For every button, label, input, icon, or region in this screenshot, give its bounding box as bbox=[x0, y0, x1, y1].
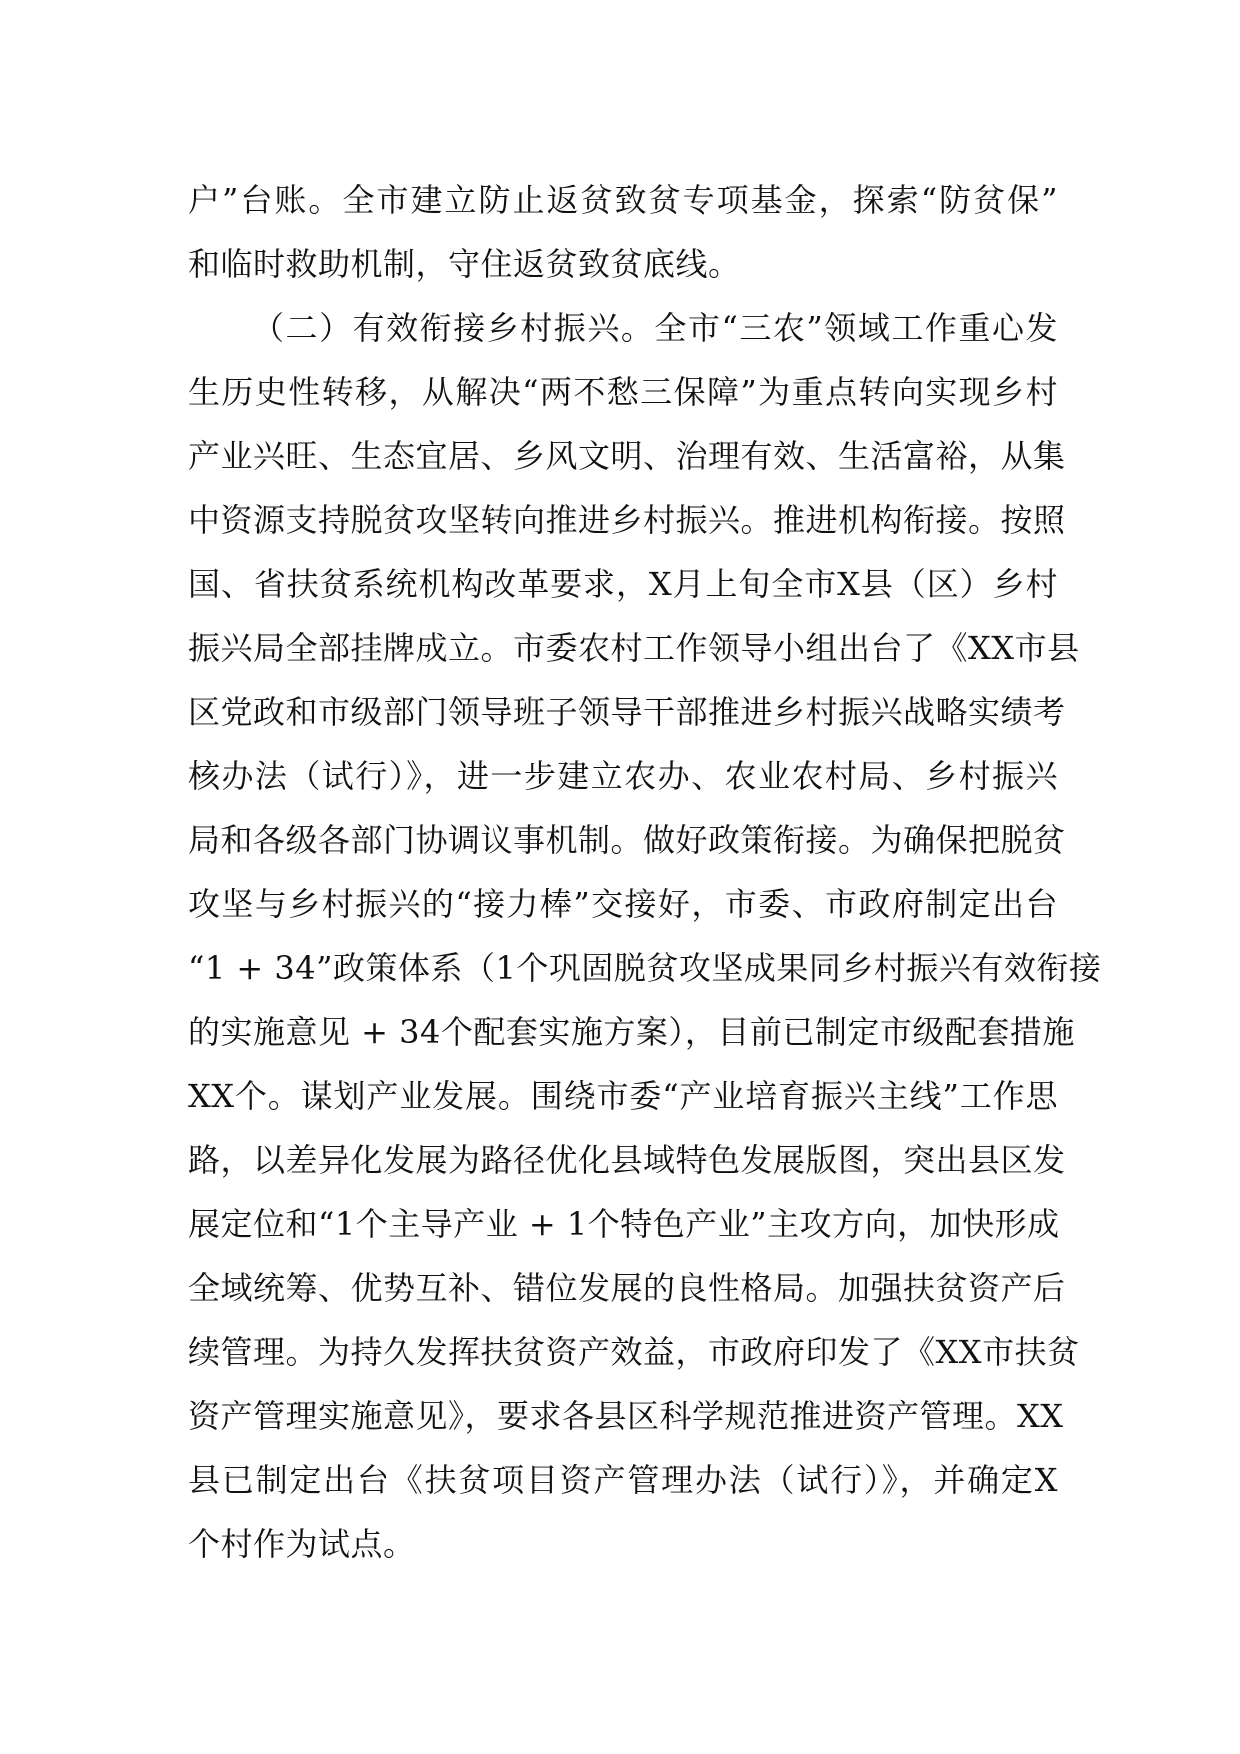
text-line: 生历史性转移，从解决“两不愁三保障”为重点转向实现乡村 bbox=[188, 373, 1058, 411]
text-line: 续管理。为持久发挥扶贫资产效益，市政府印发了《XX市扶贫 bbox=[188, 1333, 1080, 1371]
text-line: 国、省扶贫系统机构改革要求，X月上旬全市X县（区）乡村 bbox=[188, 565, 1058, 603]
text-line: XX个。谋划产业发展。围绕市委“产业培育振兴主线”工作思 bbox=[188, 1077, 1058, 1115]
text-line: 区党政和市级部门领导班子领导干部推进乡村振兴战略实绩考 bbox=[188, 693, 1066, 731]
text-line: 和临时救助机制，守住返贫致贫底线。 bbox=[188, 245, 741, 283]
text-line: 县已制定出台《扶贫项目资产管理办法（试行）》，并确定X bbox=[188, 1461, 1058, 1499]
text-line: 局和各级各部门协调议事机制。做好政策衔接。为确保把脱贫 bbox=[188, 821, 1066, 859]
text-line: 户”台账。全市建立防止返贫致贫专项基金，探索“防贫保” bbox=[188, 181, 1058, 219]
text-line: 核办法（试行）》，进一步建立农办、农业农村局、乡村振兴 bbox=[188, 757, 1058, 795]
text-line: 产业兴旺、生态宜居、乡风文明、治理有效、生活富裕，从集 bbox=[188, 437, 1066, 475]
section-heading-line: （二）有效衔接乡村振兴。全市“三农”领域工作重心发 bbox=[252, 309, 1058, 347]
text-line: 资产管理实施意见》，要求各县区科学规范推进资产管理。XX bbox=[188, 1397, 1064, 1435]
text-line: 全域统筹、优势互补、错位发展的良性格局。加强扶贫资产后 bbox=[188, 1269, 1066, 1307]
text-line: 攻坚与乡村振兴的“接力棒”交接好，市委、市政府制定出台 bbox=[188, 885, 1058, 923]
text-line: 个村作为试点。 bbox=[188, 1525, 416, 1563]
text-line: 振兴局全部挂牌成立。市委农村工作领导小组出台了《XX市县 bbox=[188, 629, 1080, 667]
text-line: 路，以差异化发展为路径优化县域特色发展版图，突出县区发 bbox=[188, 1141, 1066, 1179]
text-line: 展定位和“1个主导产业 + 1个特色产业”主攻方向，加快形成 bbox=[188, 1205, 1060, 1243]
body-text bbox=[188, 168, 1102, 1576]
text-line: 的实施意见 + 34个配套实施方案），目前已制定市级配套措施 bbox=[188, 1013, 1075, 1051]
text-line: “1 + 34”政策体系（1个巩固脱贫攻坚成果同乡村振兴有效衔接 bbox=[188, 949, 1102, 987]
text-line: 中资源支持脱贫攻坚转向推进乡村振兴。推进机构衔接。按照 bbox=[188, 501, 1066, 539]
